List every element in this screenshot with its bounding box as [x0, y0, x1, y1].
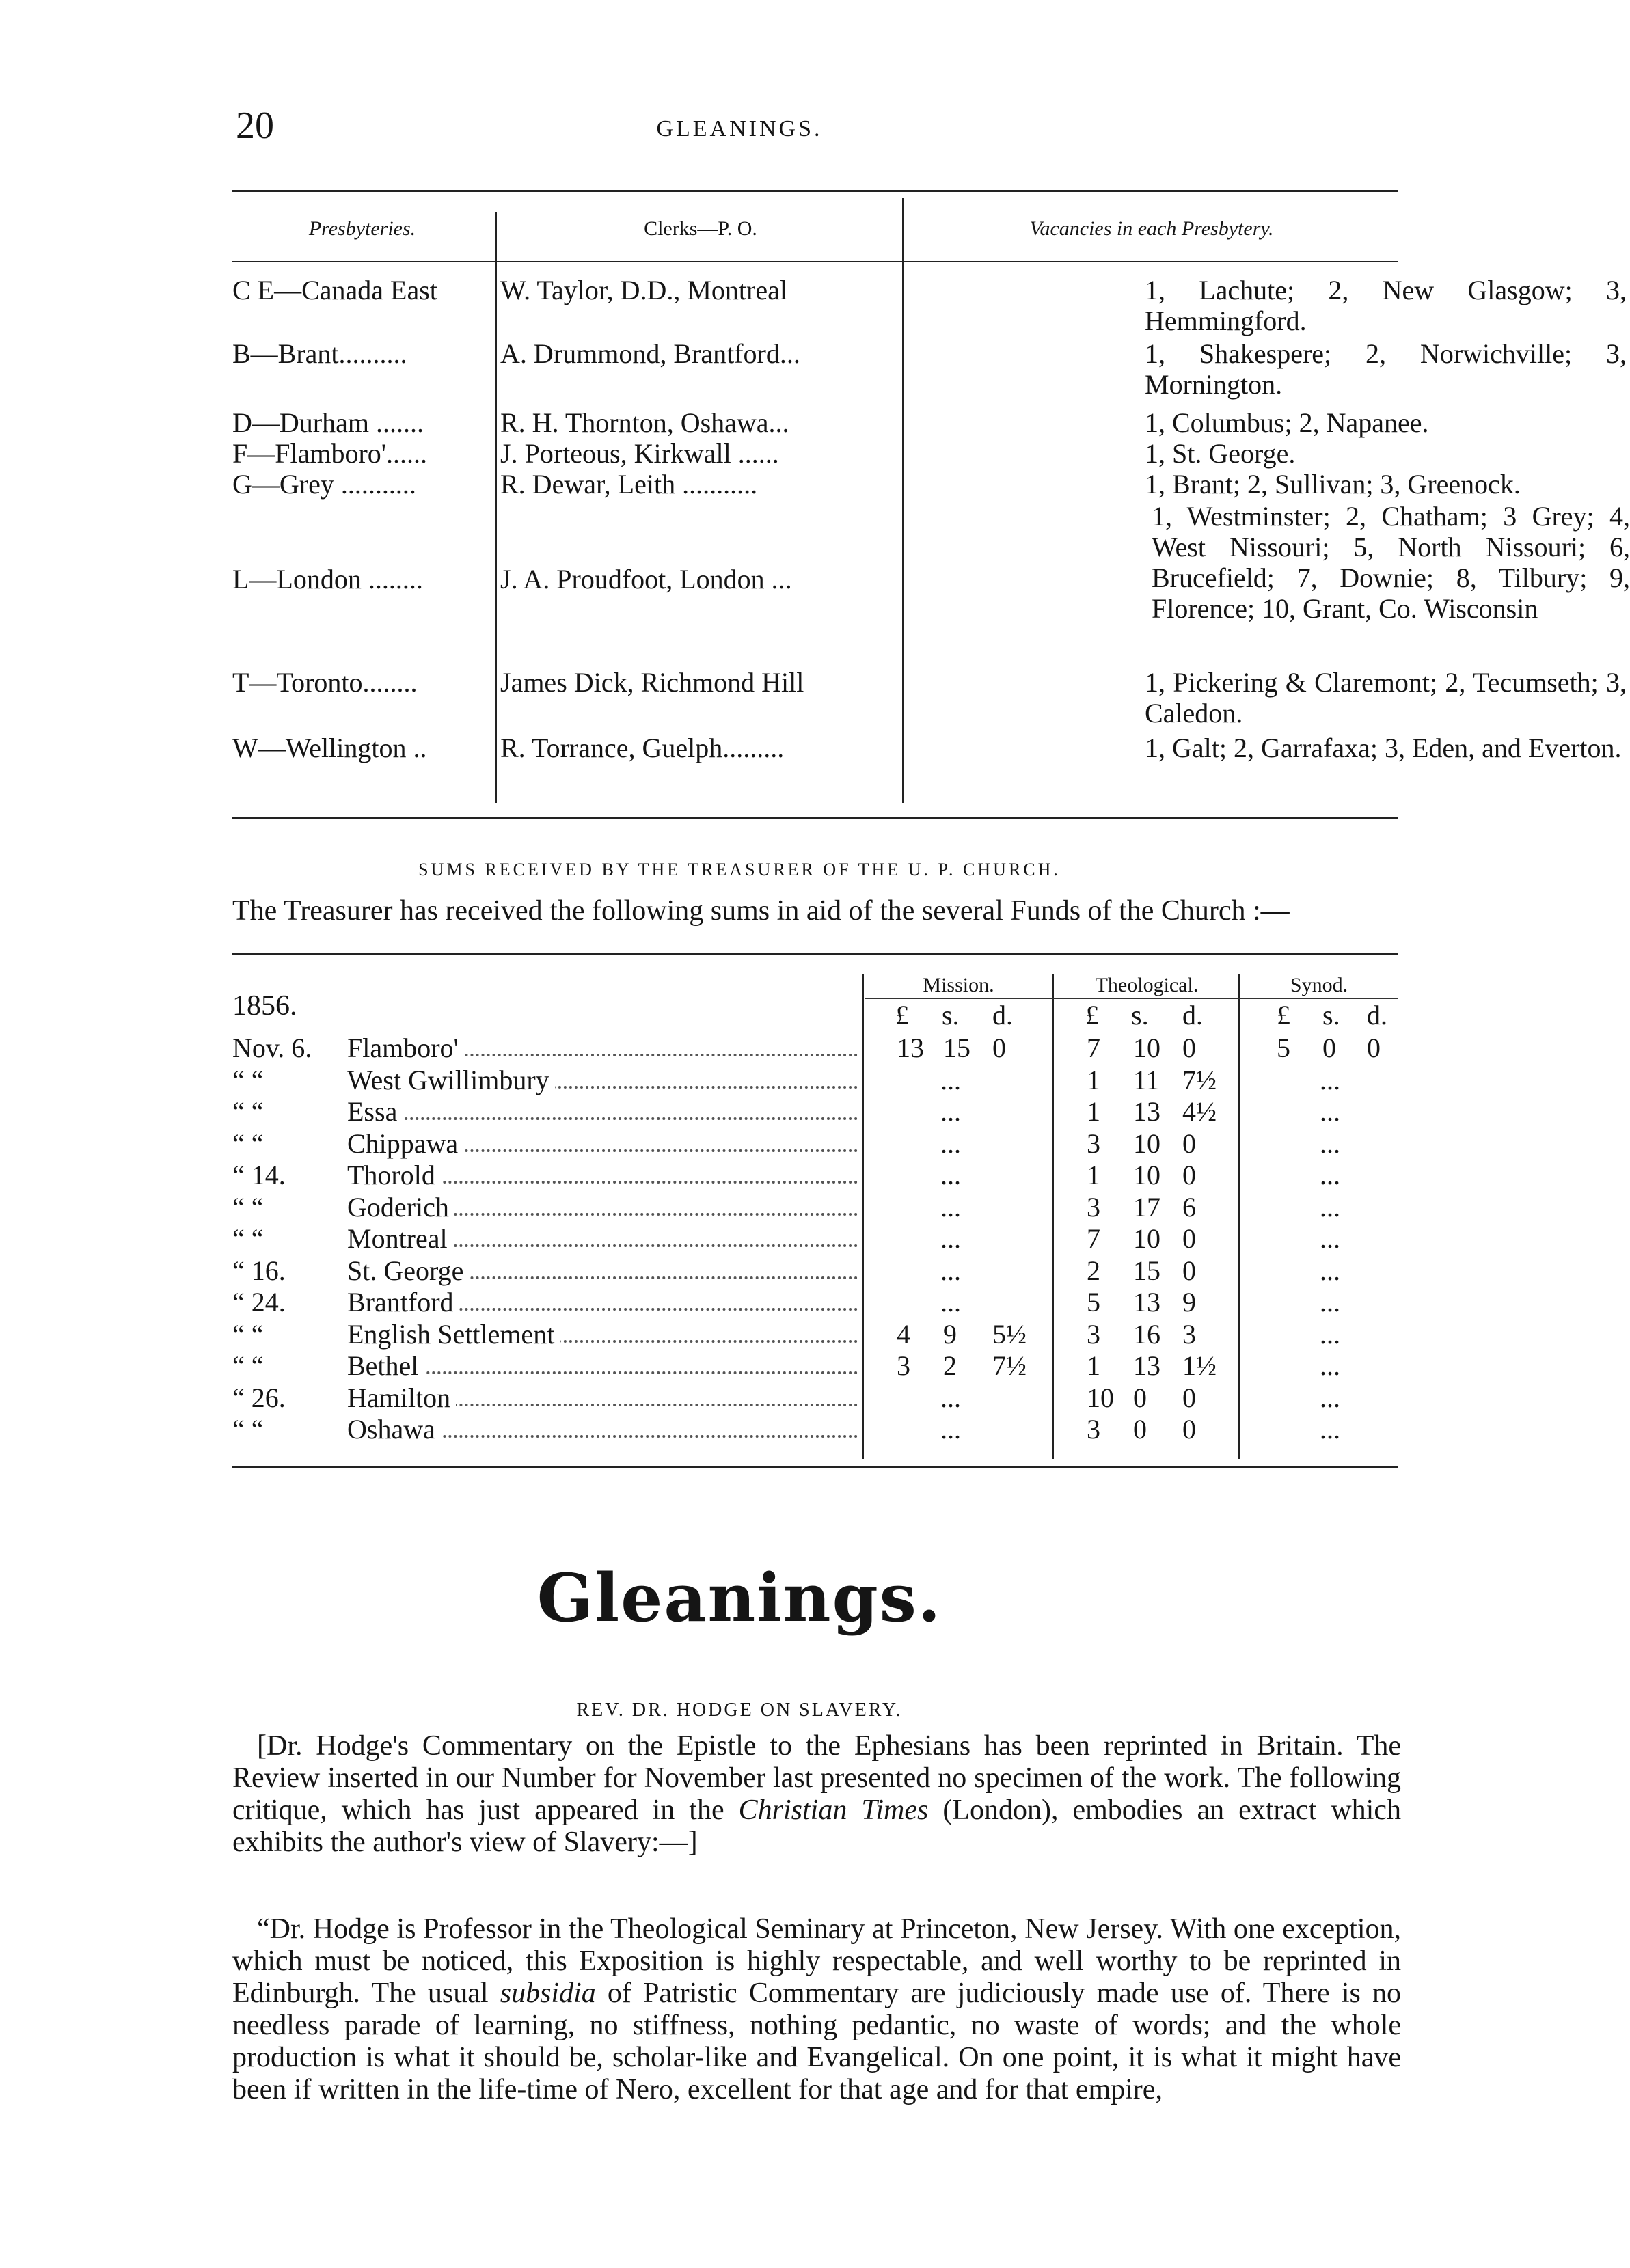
presbytery-name: W—Wellington .. [232, 733, 427, 763]
pence-label: d. [992, 1000, 1013, 1030]
synod-amount: ... [1320, 1255, 1340, 1286]
row-date: “ 16. [232, 1255, 286, 1286]
row-date: “ “ [232, 1414, 264, 1445]
synod-amount: 5 [1277, 1033, 1290, 1063]
para1-text-b: (London), embodies an extract which exhibits the author's view of Slavery:—] [232, 1794, 1401, 1858]
theological-amount: 1½ [1182, 1350, 1217, 1381]
mission-amount: ... [940, 1160, 961, 1190]
presbytery-name: T—Toronto........ [232, 667, 418, 698]
synod-amount: ... [1320, 1414, 1340, 1445]
table-row [0, 1255, 1479, 1286]
table-header-rule [232, 261, 1398, 262]
table-row [0, 1350, 1479, 1381]
sums-bottom-rule [232, 1466, 1398, 1468]
presbytery-name: G—Grey ........... [232, 469, 416, 500]
row-date: “ “ [232, 1064, 264, 1095]
theological-amount: 1 [1087, 1064, 1100, 1095]
dot-leader [355, 1117, 858, 1120]
theological-amount: 3 [1087, 1414, 1100, 1445]
sums-heading: SUMS RECEIVED BY THE TREASURER OF THE U. P. CHURCH. [418, 860, 1061, 879]
theological-amount: 11 [1133, 1064, 1160, 1095]
table-row [0, 1318, 1479, 1350]
mission-amount: ... [940, 1287, 961, 1317]
synod-amount: ... [1320, 1318, 1340, 1350]
vacancies: 1, St. George. [1145, 438, 1296, 469]
row-place: Thorold [347, 1159, 441, 1191]
theological-amount: 13 [1133, 1096, 1160, 1127]
table-row [0, 1413, 1479, 1445]
theological-amount: 17 [1133, 1191, 1160, 1222]
row-place: Goderich [347, 1191, 454, 1223]
theological-amount: 3 [1182, 1318, 1196, 1350]
clerk: J. Porteous, Kirkwall ...... [500, 438, 779, 469]
theological-amount: 15 [1133, 1255, 1160, 1286]
mission-amount: ... [940, 1255, 961, 1286]
pence-label: d. [1182, 1000, 1203, 1030]
row-place: Chippawa [347, 1128, 463, 1160]
table-row [0, 1128, 1479, 1159]
theological-amount: 0 [1182, 1255, 1196, 1286]
col-header-vacancies: Vacancies in each Presbytery. [1029, 217, 1274, 240]
row-place: Bethel [347, 1350, 424, 1382]
theological-amount: 4½ [1182, 1096, 1217, 1127]
vacancies: 1, Westminster; 2, Chatham; 3 Grey; 4, West Nissouri; 5, North Nissouri; 6, Brucefield; 7, Downie; 8, Tilbury; 9, Florence; 10, Grant, Co. Wisconsin [1152, 501, 1630, 624]
shilling-label: s. [1322, 1000, 1340, 1030]
row-place: St. George [347, 1255, 469, 1287]
para2-italic: subsidia [500, 1978, 596, 2009]
running-title: GLEANINGS. [656, 116, 823, 141]
theological-amount: 10 [1133, 1223, 1160, 1254]
table-row [0, 1064, 1479, 1095]
shilling-label: s. [1131, 1000, 1149, 1030]
theological-amount: 0 [1182, 1223, 1196, 1254]
theological-amount: 7½ [1182, 1064, 1217, 1095]
mission-amount: 4 [897, 1318, 910, 1350]
theological-amount: 10 [1133, 1160, 1160, 1190]
theological-amount: 13 [1133, 1287, 1160, 1317]
row-date: “ “ [232, 1350, 264, 1381]
pound-sign: £ [895, 1000, 909, 1030]
sums-top-rule [232, 953, 1398, 955]
row-date: “ “ [232, 1191, 264, 1222]
synod-amount: ... [1320, 1191, 1340, 1222]
vacancies: 1, Columbus; 2, Napanee. [1145, 407, 1429, 438]
clerk: R. Dewar, Leith ........... [500, 469, 758, 500]
presbytery-name: D—Durham ....... [232, 407, 424, 438]
row-date: “ 14. [232, 1160, 286, 1190]
theological-amount: 1 [1087, 1350, 1100, 1381]
row-place: Flamboro' [347, 1032, 464, 1064]
theological-amount: 13 [1133, 1350, 1160, 1381]
synod-amount: ... [1320, 1350, 1340, 1381]
vacancies: 1, Shakespere; 2, Norwichville; 3, Mornington. [1145, 338, 1627, 400]
theological-amount: 1 [1087, 1160, 1100, 1190]
mission-amount: 5½ [992, 1318, 1027, 1350]
mission-amount: ... [940, 1223, 961, 1254]
theological-amount: 9 [1182, 1287, 1196, 1317]
theological-amount: 0 [1182, 1414, 1196, 1445]
table-row [0, 1159, 1479, 1190]
row-place: English Settlement [347, 1318, 560, 1350]
para2-text-b: of Patristic Commentary are judiciously made use of. There is no needless parade of learning, no stiffness, nothing pedantic, no waste of words; and the whole production is what it should be, scholar-like and Evangelical. On one point, it is what it might have been if written in the life-time of Nero, excellent for that age and for that empire, [232, 1978, 1401, 2105]
synod-amount: ... [1320, 1128, 1340, 1159]
paragraph-2 [232, 1913, 1401, 2106]
synod-amount: ... [1320, 1160, 1340, 1190]
mission-amount: 7½ [992, 1350, 1027, 1381]
fund-header-synod: Synod. [1290, 974, 1348, 996]
dot-leader [355, 1371, 858, 1374]
mission-amount: 9 [943, 1318, 957, 1350]
mission-amount: 0 [992, 1033, 1006, 1063]
fund-header-theological: Theological. [1095, 974, 1199, 996]
row-place: Essa [347, 1095, 403, 1128]
mission-amount: 15 [943, 1033, 970, 1063]
para1-italic: Christian Times [738, 1794, 929, 1826]
presbytery-name: B—Brant.......... [232, 338, 407, 369]
theological-amount: 7 [1087, 1033, 1100, 1063]
para1-text-a: [Dr. Hodge's Commentary on the Epistle to the Ephesians has been reprinted in Britain. The Review inserted in our Number for November last presented no specimen of the work. The following critique, which has just appeared in the [232, 1730, 1401, 1826]
pound-sign: £ [1085, 1000, 1099, 1030]
clerk: R. H. Thornton, Oshawa... [500, 407, 789, 438]
theological-amount: 2 [1087, 1255, 1100, 1286]
table-divider-1 [495, 212, 497, 803]
table-bottom-rule [232, 817, 1398, 819]
clerk: R. Torrance, Guelph......... [500, 733, 785, 763]
theological-amount: 10 [1087, 1382, 1114, 1413]
row-place: Oshawa [347, 1413, 441, 1445]
mission-amount: 3 [897, 1350, 910, 1381]
presbytery-name: F—Flamboro'...... [232, 438, 427, 469]
table-row [0, 1191, 1479, 1222]
row-date: Nov. 6. [232, 1033, 312, 1063]
row-date: “ “ [232, 1096, 264, 1127]
mission-amount: ... [940, 1191, 961, 1222]
theological-amount: 3 [1087, 1318, 1100, 1350]
synod-amount: ... [1320, 1223, 1340, 1254]
theological-amount: 10 [1133, 1033, 1160, 1063]
presbytery-name: C E—Canada East [232, 275, 437, 305]
theological-amount: 0 [1182, 1033, 1196, 1063]
col-header-presbyteries: Presbyteries. [308, 217, 416, 240]
pence-label: d. [1367, 1000, 1387, 1030]
row-date: “ “ [232, 1318, 264, 1350]
theological-amount: 3 [1087, 1128, 1100, 1159]
vacancies: 1, Lachute; 2, New Glasgow; 3, Hemmingford. [1145, 275, 1627, 336]
mission-amount: ... [940, 1414, 961, 1445]
paragraph-1 [232, 1730, 1401, 1859]
page-number: 20 [236, 105, 274, 147]
table-row [0, 1382, 1479, 1413]
mission-amount: ... [940, 1128, 961, 1159]
theological-amount: 0 [1182, 1160, 1196, 1190]
row-place: Brantford [347, 1286, 459, 1318]
table-row [0, 1032, 1479, 1063]
vacancies: 1, Pickering & Claremont; 2, Tecumseth; 3, Caledon. [1145, 667, 1627, 728]
sums-year: 1856. [232, 990, 297, 1022]
mission-amount: ... [940, 1382, 961, 1413]
clerk: A. Drummond, Brantford... [500, 338, 800, 369]
sums-intro: The Treasurer has received the following sums in aid of the several Funds of the Church :— [232, 895, 1290, 927]
theological-amount: 0 [1182, 1382, 1196, 1413]
mission-amount: ... [940, 1096, 961, 1127]
theological-amount: 5 [1087, 1287, 1100, 1317]
table-row [0, 1095, 1479, 1127]
article-subheading: REV. DR. HODGE ON SLAVERY. [576, 1699, 903, 1721]
row-place: Montreal [347, 1222, 453, 1255]
row-date: “ 26. [232, 1382, 286, 1413]
synod-amount: ... [1320, 1096, 1340, 1127]
clerk: J. A. Proudfoot, London ... [500, 564, 792, 595]
theological-amount: 10 [1133, 1128, 1160, 1159]
row-place: West Gwillimbury [347, 1064, 555, 1096]
theological-amount: 6 [1182, 1191, 1196, 1222]
synod-amount: 0 [1322, 1033, 1336, 1063]
mission-amount: 2 [943, 1350, 957, 1381]
theological-amount: 3 [1087, 1191, 1100, 1222]
theological-amount: 16 [1133, 1318, 1160, 1350]
theological-amount: 0 [1182, 1128, 1196, 1159]
col-header-clerks: Clerks—P. O. [644, 217, 757, 240]
theological-amount: 1 [1087, 1096, 1100, 1127]
presbytery-name: L—London ........ [232, 564, 423, 595]
clerk: James Dick, Richmond Hill [500, 667, 804, 698]
vacancies: 1, Galt; 2, Garrafaxa; 3, Eden, and Everton. [1145, 733, 1622, 763]
row-place: Hamilton [347, 1382, 456, 1414]
theological-amount: 7 [1087, 1223, 1100, 1254]
row-date: “ “ [232, 1223, 264, 1254]
shilling-label: s. [942, 1000, 960, 1030]
table-row [0, 1286, 1479, 1317]
pound-sign: £ [1277, 1000, 1290, 1030]
table-top-rule [232, 190, 1398, 192]
mission-amount: 13 [897, 1033, 924, 1063]
synod-amount: ... [1320, 1287, 1340, 1317]
clerk: W. Taylor, D.D., Montreal [500, 275, 787, 305]
gleanings-title: Gleanings. [536, 1559, 942, 1637]
fund-header-mission: Mission. [923, 974, 994, 996]
mission-amount: ... [940, 1064, 961, 1095]
synod-amount: ... [1320, 1064, 1340, 1095]
row-date: “ “ [232, 1128, 264, 1159]
theological-amount: 0 [1133, 1414, 1147, 1445]
para2-text-a: “Dr. Hodge is Professor in the Theological Seminary at Princeton, New Jersey. With one exception, which must be noticed, this Exposition is highly respectable, and well worthy to be reprinted in Edinburgh. The usual [232, 1913, 1401, 2009]
theological-amount: 0 [1133, 1382, 1147, 1413]
synod-amount: ... [1320, 1382, 1340, 1413]
vacancies: 1, Brant; 2, Sullivan; 3, Greenock. [1145, 469, 1521, 500]
table-row [0, 1222, 1479, 1254]
row-date: “ 24. [232, 1287, 286, 1317]
synod-amount: 0 [1367, 1033, 1381, 1063]
